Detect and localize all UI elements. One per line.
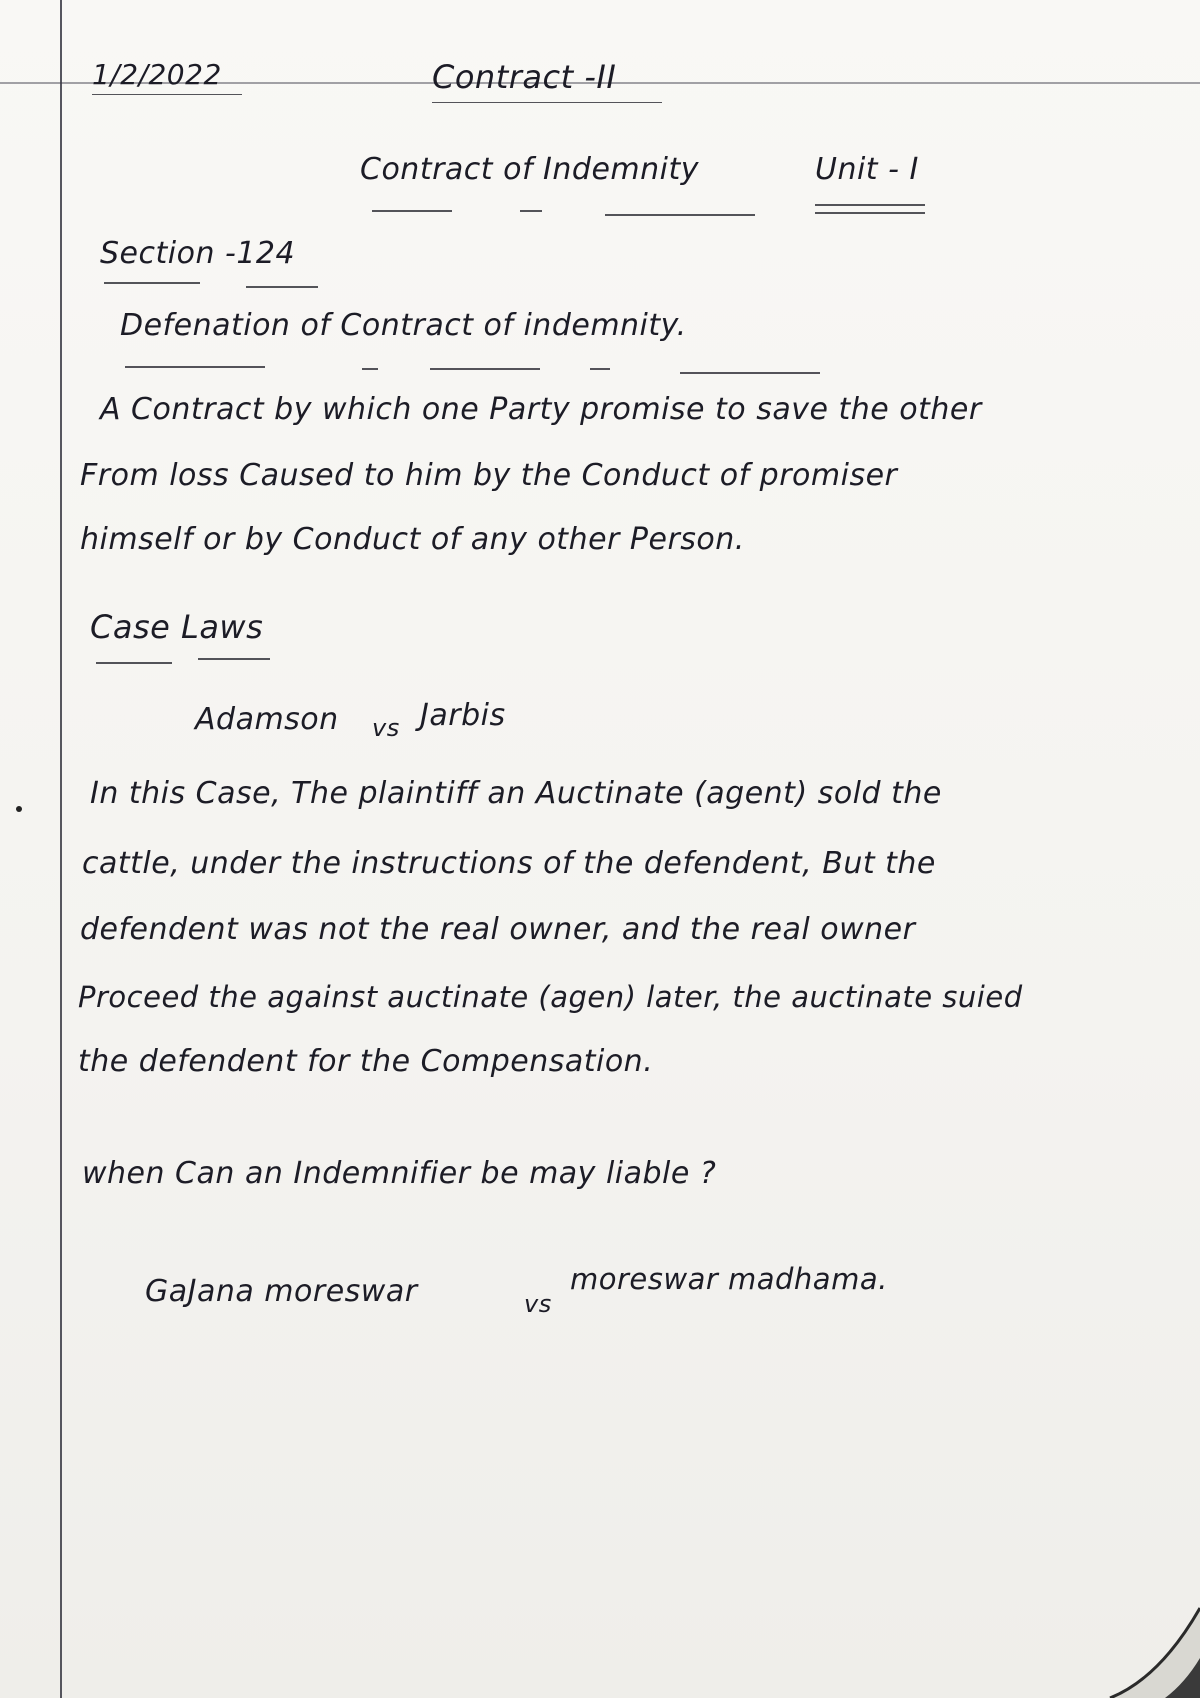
section-label: Section -124 bbox=[100, 236, 296, 271]
question-text: when Can an Indemnifier be may liable ? bbox=[82, 1156, 717, 1191]
topic-underline-2 bbox=[520, 210, 542, 212]
definition-underline-5 bbox=[680, 372, 820, 374]
definition-underline-3 bbox=[430, 368, 540, 370]
section-underline-2 bbox=[246, 286, 318, 288]
case1-line-3: defendent was not the real owner, and the real owner bbox=[80, 912, 916, 947]
definition-line-3: himself or by Conduct of any other Person. bbox=[80, 522, 745, 557]
definition-underline-4 bbox=[590, 368, 610, 370]
case1-line-1: In this Case, The plaintiff an Auctinate (agent) sold the bbox=[90, 776, 942, 811]
case-laws-underline-1 bbox=[96, 662, 172, 664]
case2-vs: vs bbox=[524, 1290, 552, 1318]
unit-underline-1 bbox=[815, 204, 925, 206]
case-laws-heading: Case Laws bbox=[90, 608, 264, 646]
case1-vs: vs bbox=[372, 714, 400, 742]
case1-party-a: Adamson bbox=[195, 702, 339, 737]
topic-underline-3 bbox=[605, 214, 755, 216]
case1-party-b: Jarbis bbox=[420, 698, 506, 733]
topic-underline-1 bbox=[372, 210, 452, 212]
definition-line-2: From loss Caused to him by the Conduct of promiser bbox=[80, 458, 898, 493]
subject-title: Contract -II bbox=[432, 58, 617, 96]
definition-heading: Defenation of Contract of indemnity. bbox=[120, 308, 687, 343]
definition-underline-2 bbox=[362, 368, 378, 370]
case1-line-4: Proceed the against auctinate (agen) later, the auctinate suied bbox=[78, 980, 1023, 1014]
margin-line bbox=[60, 0, 62, 1698]
case1-line-2: cattle, under the instructions of the defendent, But the bbox=[82, 846, 936, 881]
date-underline bbox=[92, 94, 242, 95]
case2-party-b: moreswar madhama. bbox=[570, 1262, 888, 1296]
case-laws-underline-2 bbox=[198, 658, 270, 660]
date-text: 1/2/2022 bbox=[92, 58, 222, 91]
unit-label: Unit - I bbox=[815, 152, 919, 187]
unit-underline-2 bbox=[815, 212, 925, 214]
topic-title: Contract of Indemnity bbox=[360, 152, 699, 187]
subject-underline bbox=[432, 102, 662, 103]
definition-line-1: A Contract by which one Party promise to save the other bbox=[100, 392, 982, 427]
page-corner-curl bbox=[1090, 1588, 1200, 1698]
case2-party-a: GaJana moreswar bbox=[145, 1274, 418, 1309]
case1-line-5: the defendent for the Compensation. bbox=[78, 1044, 654, 1079]
margin-dot bbox=[16, 806, 22, 812]
section-underline-1 bbox=[104, 282, 200, 284]
definition-underline-1 bbox=[125, 366, 265, 368]
